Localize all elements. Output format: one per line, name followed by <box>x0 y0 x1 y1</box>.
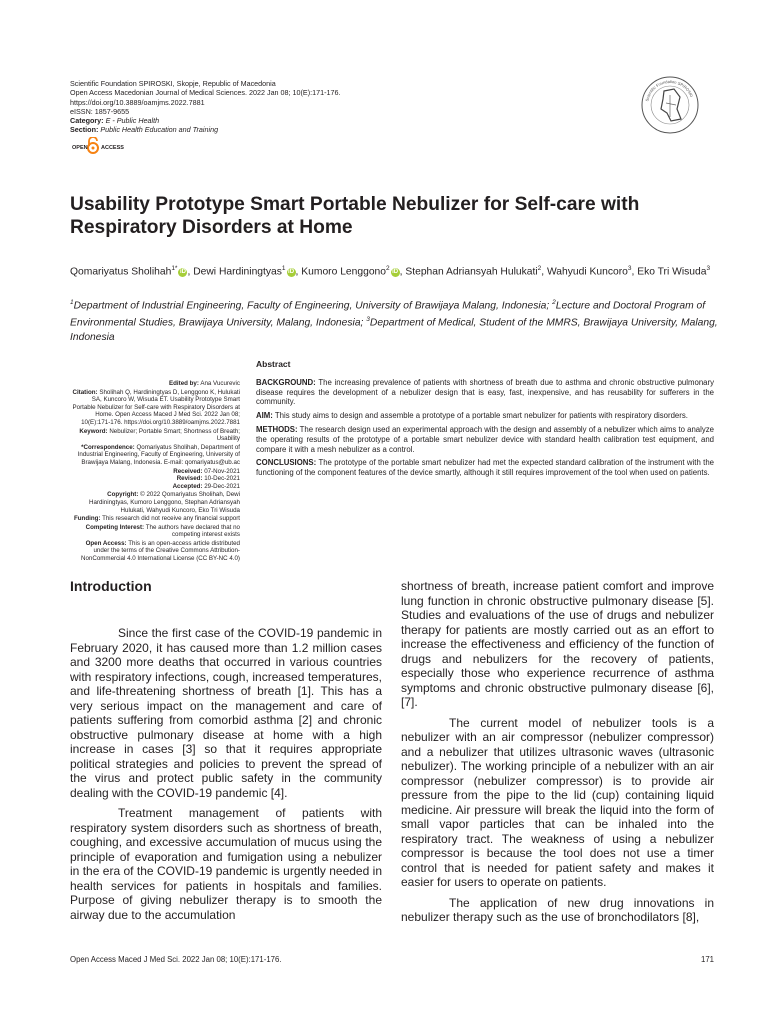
keywords: Keyword: Nebulizer; Portable Smart; Shortness of Breath; Usability <box>79 427 240 443</box>
accepted-date: Accepted: 29-Dec-2021 <box>172 482 240 490</box>
intro-paragraph-5: The application of new drug innovations in nebulizer therapy such as the use of bronchodilators [8], <box>401 895 714 924</box>
orcid-icon[interactable]: iD <box>392 269 399 276</box>
received-date: Received: 07-Nov-2021 <box>173 467 240 475</box>
affiliations <box>70 296 720 345</box>
section-line: Section: Public Health Education and Training <box>70 125 219 135</box>
footer-citation: Open Access Maced J Med Sci. 2022 Jan 08; 10(E):171-176. <box>70 955 282 964</box>
oa-open-label: OPEN <box>72 145 88 151</box>
page-footer <box>70 955 714 964</box>
revised-date: Revised: 10-Dec-2021 <box>176 475 240 483</box>
open-access-badge <box>72 137 132 155</box>
body-column-left <box>70 626 382 928</box>
eissn-line: eISSN: 1857-9655 <box>70 106 130 116</box>
orcid-icon[interactable]: iD <box>288 269 295 276</box>
abstract-aim: AIM: This study aims to design and assemble a prototype of a portable smart nebulizer for patients with respiratory disorders. <box>256 411 688 421</box>
author-affiliation-mark: 3 <box>706 265 711 272</box>
affiliation-mark: 1 <box>70 299 74 306</box>
affiliation-text: Department of Industrial Engineering, Faculty of Engineering, University of Brawijaya Malang, Indonesia; <box>73 300 553 312</box>
copyright: Copyright: © 2022 Qomariyatus Sholihah, Dewi Hardiningtyas, Kumoro Lenggono, Stephan Adriansyah Hulukati, Wahyudi Kuncoro, Eko Tri Wisuda <box>88 491 240 514</box>
journal-header <box>70 79 490 135</box>
abstract <box>256 360 714 482</box>
competing-interest: Competing Interest: The authors have declared that no competing interest exists <box>85 523 240 539</box>
introduction-heading: Introduction <box>70 578 152 594</box>
article-title: Usability Prototype Smart Portable Nebulizer for Self-care with Respiratory Disorders at Home <box>70 194 640 238</box>
author-name: Wahyudi Kuncoro <box>546 266 628 278</box>
affiliation-text: Department of Medical, Student of the MMRS, Brawijaya University, Malang, Indonesia <box>70 317 718 343</box>
open-access-note: Open Access: This is an open-access article distributed under the terms of the Creative Commons Attribution-NonCommercial 4.0 International License (CC BY-NC 4.0) <box>81 539 240 563</box>
publisher-line: Scientific Foundation SPIROSKI, Skopje, Republic of Macedonia <box>70 79 276 88</box>
author-name: Eko Tri Wisuda <box>637 266 707 278</box>
abstract-heading: Abstract <box>256 359 291 369</box>
intro-paragraph-1: Since the first case of the COVID-19 pandemic in February 2020, it has caused more than 1.2 million cases and 3200 more deaths that occurred in various countries with respiratory infections, cough, increased temperatures, and life-threatening shortness of breath [1]. This has a very serious impact on the management and care of patients suffering from comorbid asthma [2] and chronic obstructive pulmonary disease at home with a high increase in cases [3] so that it requires appropriate political strategies and policies to prevent the spread of the virus and protect public safety in the community dealing with the COVID-19 pandemic [4]. <box>70 626 382 800</box>
svg-text:Scientific Foundation SPIROSKI: Scientific Foundation SPIROSKI <box>644 78 695 102</box>
abstract-conclusions: CONCLUSIONS: The prototype of the portable smart nebulizer had met the expected standard calibration of the instrument with the functioning of the component features of the device smartly, although it still requires improvement of the tool when used on patients. <box>256 458 714 478</box>
funding: Funding: This research did not receive any financial support <box>74 515 240 523</box>
foundation-seal-logo <box>640 75 700 135</box>
author-name: Qomariyatus Sholihah <box>70 266 172 278</box>
article-info-sidebar <box>70 380 240 564</box>
intro-paragraph-2: Treatment management of patients with respiratory system disorders such as shortness of breath, coughing, and excessive accumulation of mucus using the principle of evaporation and fumigation using a nebulizer in the era of the COVID-19 pandemic is urgently needed in health services for patients in hospitals and families. Purpose of giving nebulizer therapy is to smooth the airway due to the accumulation <box>70 806 382 922</box>
author-affiliation-mark: 3 <box>627 265 632 272</box>
affiliation-mark: 2 <box>552 299 556 306</box>
author-affiliation-mark: 1 <box>281 265 286 272</box>
edited-by: Edited by: Ana Vucurevic <box>169 380 240 387</box>
author-name: Stephan Adriansyah Hulukati <box>405 266 538 278</box>
affiliation-text: Lecture and Doctoral Program of Environmental Studies, Brawijaya University, Malang, Indonesia; <box>70 300 706 329</box>
citation: Citation: Sholihah Q, Hardiningtyas D, Lenggono K, Hulukati SA, Kuncoro W, Wisuda ET. Usability Prototype Smart Portable Nebulizer for Self-care with Respiratory Disorders at Home. Open Access Maced J Med Sci. 2022 Jan 08; 10(E):171-176. https://doi.org/10.3889/oamjms.2022.7881 <box>72 388 240 426</box>
doi-link[interactable]: https://doi.org/10.3889/oamjms.2022.7881 <box>70 97 205 107</box>
author-affiliation-mark: 2 <box>537 265 542 272</box>
intro-paragraph-3: shortness of breath, increase patient comfort and improve lung function in chronic obstructive pulmonary disease [5]. Studies and evaluations of the use of drugs and nebulizer therapy for patients are mostly carried out as an effort to increase the effectiveness and efficiency of the function of drugs and nebulizers for the recovery of patients, especially those who experience recurrence of asthma symptoms and chronic obstructive pulmonary disease [6], [7]. <box>401 579 714 709</box>
author-affiliation-mark: 2 <box>386 265 390 272</box>
orcid-icon[interactable]: iD <box>179 269 186 276</box>
oa-access-label: ACCESS <box>101 145 124 151</box>
intro-paragraph-4: The current model of nebulizer tools is a nebulizer with an air compressor (nebulizer compressor) and a nebulizer that utilizes ultrasonic waves (ultrasonic nebulizer). The working principle of a nebulizer with an air compressor (nebulizer compressor) is to provide air pressure from the pipe to the lid (cup) containing liquid medicine. Air pressure will break the liquid into the form of small vapor particles that can be inhaled into the respiratory tract. The weakness of using a nebulizer compressor is because the tool does not use a timer control that is needed for patient safety and makes it easier for users to operate on patients. <box>401 715 714 889</box>
author-list: Qomariyatus Sholihah$^{1*}$iD , Dewi Hardiningtyas$^1$iD , Kumoro Lenggono$^2$iD , Stephan Adriansyah Hulukati$^2$, Wahyudi Kuncoro$^3$, Eko Tri Wisuda$^3$ <box>70 265 711 278</box>
page-number: 171 <box>700 955 714 964</box>
journal-line: Open Access Macedonian Journal of Medical Sciences. 2022 Jan 08; 10(E):171-176. <box>70 88 341 98</box>
author-name: Kumoro Lenggono <box>301 266 387 278</box>
abstract-background: BACKGROUND: The increasing prevalence of patients with shortness of breath due to asthma and chronic obstructive pulmonary disease requires the development of a nebulizer design that is easy, fast, inexpensive, and has reusability for sufferers in the community. <box>256 377 715 407</box>
author-name: Dewi Hardiningtyas <box>193 266 282 278</box>
affiliation-mark: 3 <box>366 316 370 324</box>
body-column-right <box>401 579 714 931</box>
category-line: Category: E - Public Health <box>70 116 160 126</box>
correspondence: *Correspondence: Qomariyatus Sholihah, Department of Industrial Engineering, Faculty of Engineering, University of Brawijaya Malang, Indonesia. E-mail: qomariyatus@ub.ac <box>77 443 240 466</box>
abstract-methods: METHODS: The research design used an experimental approach with the design and assembly of a nebulizer which aims to analyze the operating results of the prototype of a portable smart nebulizer device with standard health calibration test equipment, and compare it with a mesh nebulizer as a control. <box>256 424 714 454</box>
author-affiliation-mark: 1* <box>171 265 178 272</box>
